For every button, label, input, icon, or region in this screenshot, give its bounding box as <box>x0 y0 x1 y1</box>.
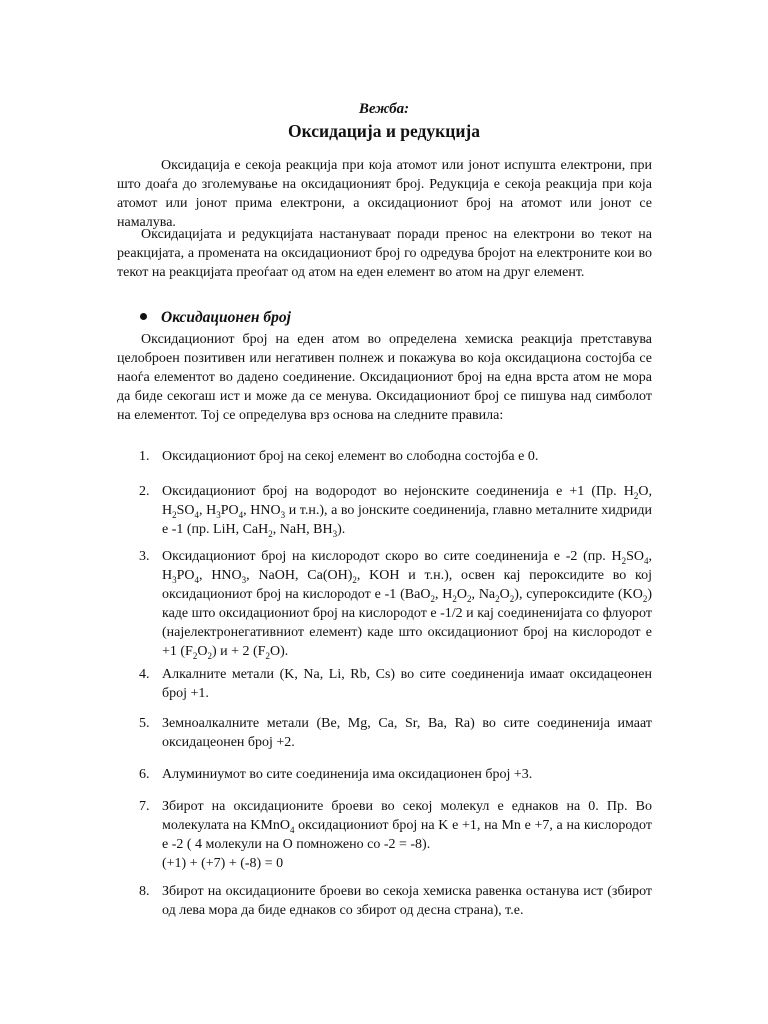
rule-text: Алуминиумот во сите соединенија има оксидационен број +3. <box>162 767 533 782</box>
rule-item <box>117 665 652 703</box>
rule-text: Алкалните метали (K, Na, Li, Rb, Cs) во сите соединенија имаат оксидацеонен број +1. <box>162 667 652 701</box>
rule-text: Збирот на оксидационите броеви во секој молекул е еднаков на 0. Пр. Во молекулата на KMnO$_4$ оксидациониот број на K е +1, на Mn е +7, а на кислородот е -2 ( 4 молекули на О помножено со -2 = -8). <box>162 799 652 852</box>
rule-number: 3. <box>139 549 150 564</box>
rule-text: Збирот на оксидационите броеви во секоја хемиска равенка останува ист (збирот од лева мора да биде еднаков со збирот од десна страна), т.е. <box>162 884 652 918</box>
rule-item <box>117 797 652 873</box>
section-heading <box>140 309 291 327</box>
equation: (+1) + (+7) + (-8) = 0 <box>162 856 284 871</box>
rule-item <box>117 882 652 920</box>
page-title: Оксидација и редукција <box>288 121 480 141</box>
bullet-icon <box>140 313 147 320</box>
rule-number: 4. <box>139 667 150 682</box>
rule-item <box>117 714 652 752</box>
rule-number: 8. <box>139 884 150 899</box>
intro-paragraph-1: Оксидација е секоја реакција при која атомот или јонот испушта електрони, при што доаѓа до зголемување на оксидационият број. Редукција е секоја реакција при која атомот или јонот прима електрони, а оксидациониот број на атомот или јонот се намалува. <box>117 158 652 230</box>
section-body: Оксидациониот број на еден атом во определена хемиска реакција претставува целоброен позитивен или негативен полнеж и покажува во која оксидациона состојба се наоѓа елементот во дадено соединение. Оксидациониот број на една врста атом не мора да биде секогаш ист и може да се менува. Оксидациониот број се пишува над симболот на елементот. Тој се определува врз основа на следните правила: <box>117 332 652 423</box>
rule-text: Оксидациониот број на водородот во нејонските соединенија е +1 (Пр. $H_2O$, $H_2SO_4$, $H_3PO_4$, $HNO_3$ и т.н.), а во јонските соединенија, главно металните хидриди е -1 (пр. LiH, CaH$_2$, NaH, $BH_3$). <box>162 484 652 539</box>
rule-text: Земноалкалните метали (Be, Mg, Ca, Sr, Ba, Ra) во сите соединенија имаат оксидацеонен број +2. <box>162 716 652 750</box>
rule-text: Оксидациониот број на кислородот скоро во сите соединенија е -2 (пр. $H_2SO_4$, $H_3PO_4$, $HNO_3$, NaOH, $Ca(OH)_2$, KOH и т.н.), освен кај пероксидите во кој оксидациониот број на кислородот е -1 (BaO$_2$, $H_2O_2$, $Na_2O_2$), супероксидите $(KO_2)$ каде што оксидациониот број на кислородот е -1/2 и кај соединенијата со флуорот (најелектронегативниот елемент) каде што оксидациониот број на кислородот е +1 $(F_2O_2) и + 2$ $(F_2O)$. <box>162 549 652 661</box>
rule-text: Оксидациониот број на секој елемент во слободна состојба е 0. <box>162 449 539 464</box>
rule-item <box>117 482 652 539</box>
rule-number: 6. <box>139 767 150 782</box>
rule-item <box>117 547 652 661</box>
rule-item <box>117 765 652 784</box>
intro-paragraph-2: Оксидацијата и редукцијата настануваат поради пренос на електрони во текот на реакцијата, а промената на оксидациониот број го одредува бројот на електроните кои во текот на реакцијата преоѓаат од атом на еден елемент во атом на друг елемент. <box>117 227 652 280</box>
section-title: Оксидационен број <box>161 309 291 326</box>
rule-number: 1. <box>139 449 150 464</box>
exercise-label: Вежба: <box>358 101 410 117</box>
rule-number: 2. <box>139 484 150 499</box>
rule-item <box>117 447 652 466</box>
rule-number: 7. <box>139 799 150 814</box>
rule-number: 5. <box>139 716 150 731</box>
